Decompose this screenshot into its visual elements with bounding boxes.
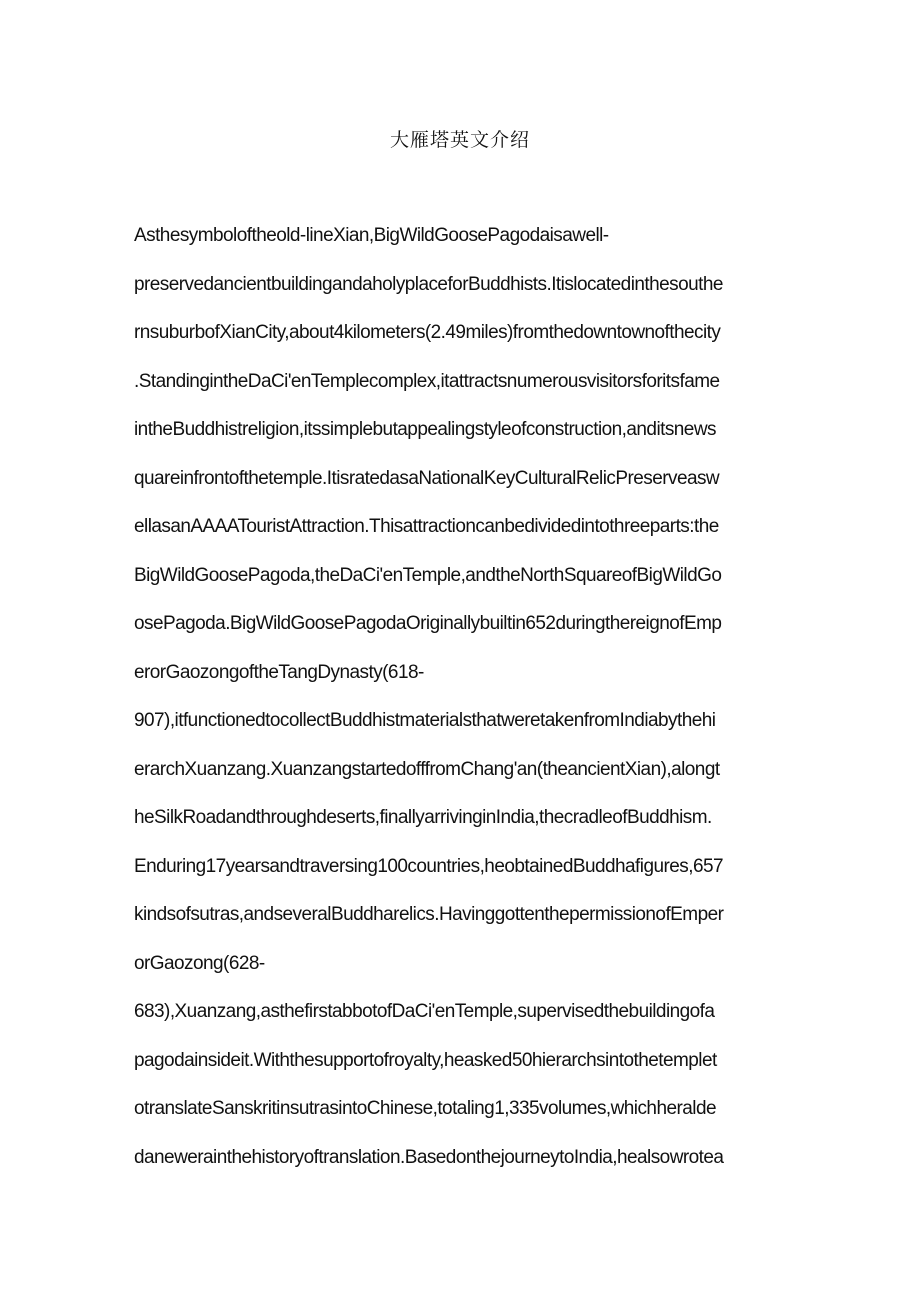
document-body [134,218,814,1188]
text-line: orGaozong(628- [134,952,265,974]
text-line: pagodainsideit.Withthesupportofroyalty,heasked50hierarchsintothetemplet [134,1049,717,1071]
text-line: erorGaozongoftheTangDynasty(618- [134,661,424,683]
text-line: heSilkRoadandthroughdeserts,finallyarrivinginIndia,thecradleofBuddhism. [134,807,712,828]
text-line: intheBuddhistreligion,itssimplebutappealingstyleofconstruction,anditsnews [134,419,716,440]
document-title: 大雁塔英文介绍 [389,129,530,151]
text-line: BigWildGoosePagoda,theDaCi'enTemple,andtheNorthSquareofBigWildGo [134,564,722,586]
text-line: otranslateSanskritinsutrasintoChinese,totaling1,335volumes,whichheralde [134,1098,716,1119]
text-line: Asthesymboloftheold-lineXian,BigWildGoosePagodaisawell- [134,225,609,246]
text-line: danewerainthehistoryoftranslation.BasedonthejourneytoIndia,healsowrotea [134,1146,724,1168]
text-line: Enduring17yearsandtraversing100countries,heobtainedBuddhafigures,657 [134,855,723,877]
text-line: kindsofsutras,andseveralBuddharelics.HavinggottenthepermissionofEmper [134,904,724,925]
text-line: preservedancientbuildingandaholyplaceforBuddhists.Itislocatedinthesouthe [134,273,723,295]
text-line: ellasanAAAATouristAttraction.Thisattractioncanbedividedintothreeparts:the [134,516,719,537]
text-line: osePagoda.BigWildGoosePagodaOriginallybuiltin652duringthereignofEmp [134,613,722,634]
text-line: quareinfrontofthetemple.ItisratedasaNationalKeyCulturalRelicPreserveasw [134,467,720,489]
text-line: erarchXuanzang.XuanzangstartedofffromChang'an(theancientXian),alongt [134,758,720,780]
text-line: rnsuburbofXianCity,about4kilometers(2.49miles)fromthedowntownofthecity [134,322,721,343]
text-line: .StandingintheDaCi'enTemplecomplex,itattractsnumerousvisitorsforitsfame [134,370,720,392]
text-line: 907),itfunctionedtocollectBuddhistmaterialsthatweretakenfromIndiabythehi [134,710,716,731]
text-line: 683),Xuanzang,asthefirstabbotofDaCi'enTemple,supervisedthebuildingofa [134,1001,715,1022]
